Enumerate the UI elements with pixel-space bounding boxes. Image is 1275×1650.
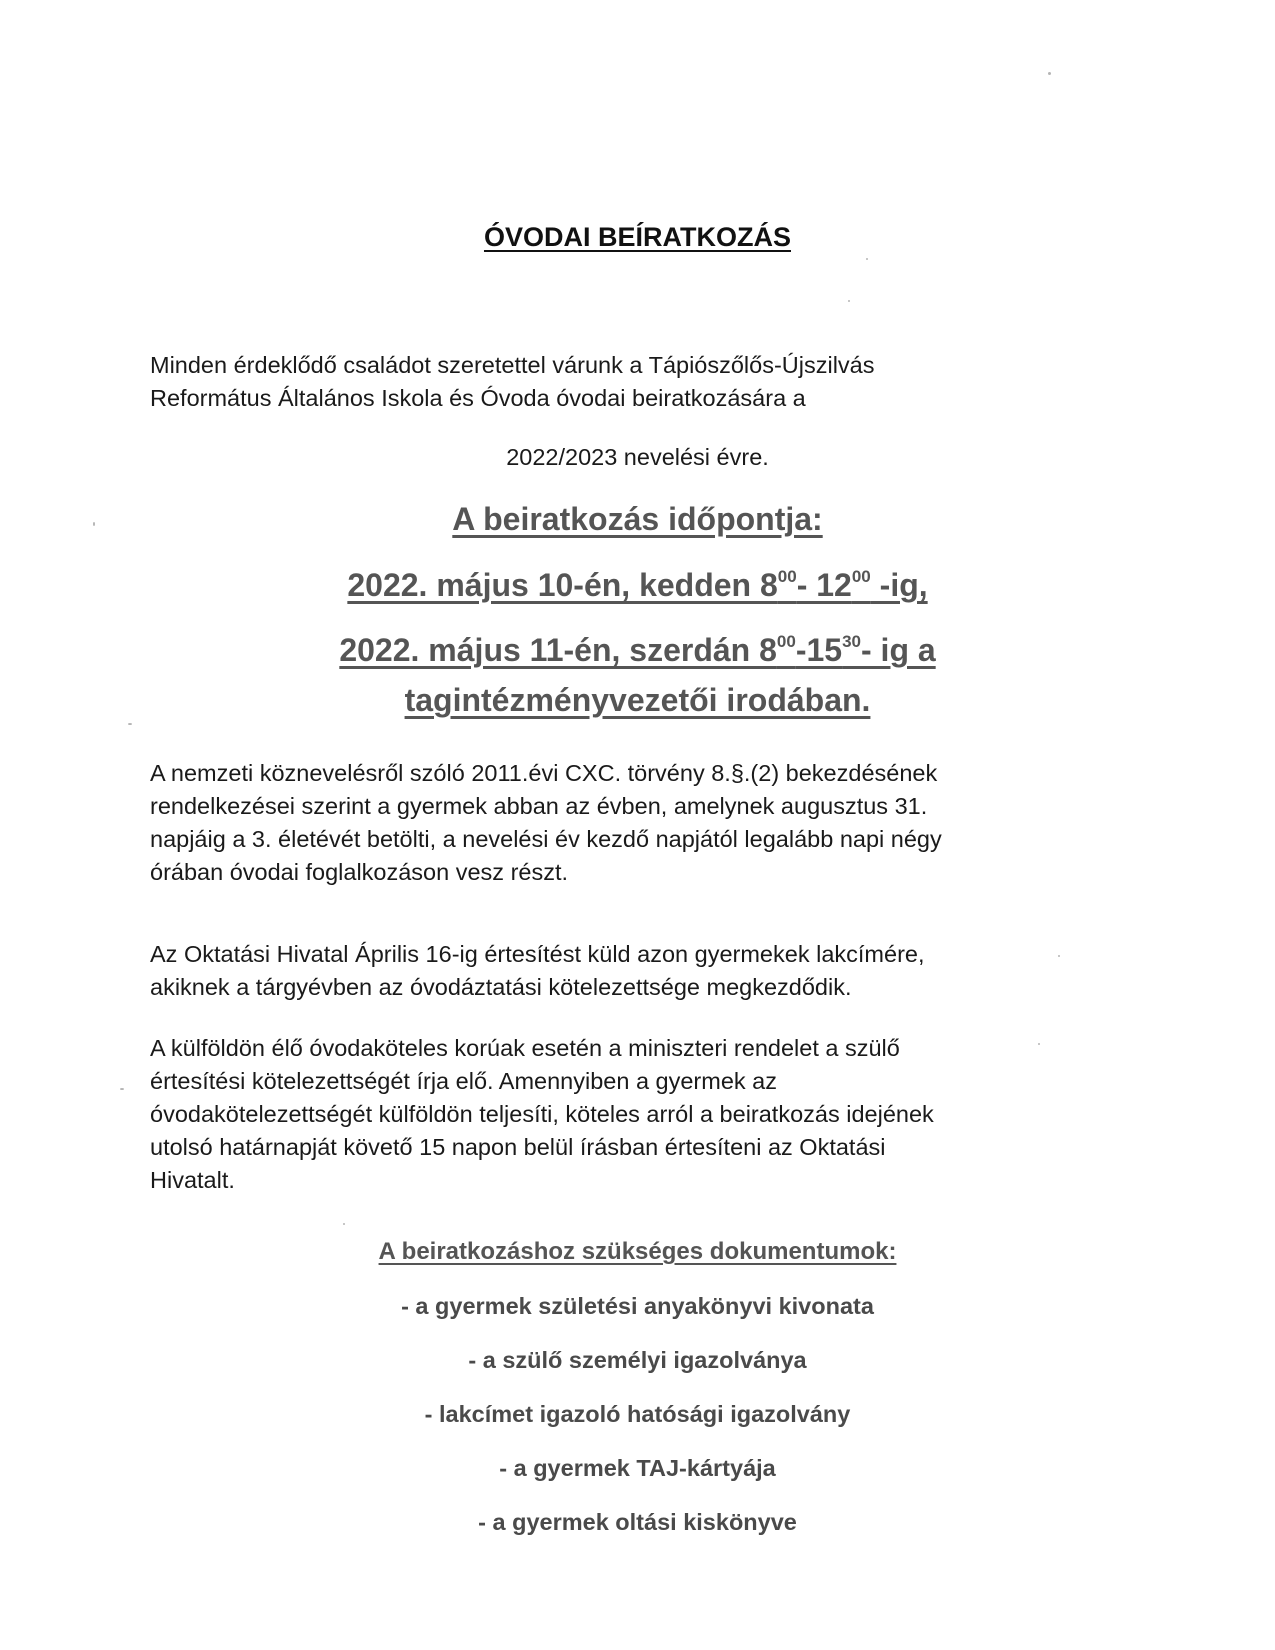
document-title: ÓVODAI BEÍRATKOZÁS bbox=[483, 222, 791, 252]
schedule-location: tagintézményvezetői irodában. bbox=[404, 682, 871, 718]
date-text: 2022. május 10-én, kedden 8 bbox=[347, 567, 778, 603]
paragraph-line: napjáig a 3. életévét betölti, a nevelési év kezdő napjától legalább napi négy bbox=[150, 826, 942, 852]
abroad-paragraph bbox=[150, 1032, 1150, 1197]
schedule-date-2 bbox=[0, 632, 1275, 669]
scan-speck bbox=[866, 258, 868, 260]
time-superscript: 00 bbox=[776, 632, 796, 651]
date-text: 2022. május 11-én, szerdán 8 bbox=[339, 632, 777, 668]
date-text: - 12 bbox=[796, 567, 852, 603]
time-superscript: 00 bbox=[777, 567, 797, 586]
intro-line: Minden érdeklődő családot szeretettel várunk a Tápiószőlős-Újszilvás bbox=[150, 352, 875, 378]
paragraph-line: rendelkezései szerint a gyermek abban az évben, amelynek augusztus 31. bbox=[150, 793, 928, 819]
time-superscript: 00 bbox=[851, 567, 871, 586]
scan-speck bbox=[120, 1088, 124, 1090]
law-paragraph bbox=[150, 757, 1150, 889]
document-item: - a szülő személyi igazolványa bbox=[468, 1347, 807, 1373]
paragraph-line: A külföldön élő óvodaköteles korúak esetén a miniszteri rendelet a szülő bbox=[150, 1035, 900, 1061]
paragraph-line: Az Oktatási Hivatal Április 16-ig értesítést küld azon gyermekek lakcímére, bbox=[150, 941, 925, 967]
paragraph-line: akiknek a tárgyévben az óvodáztatási kötelezettsége megkezdődik. bbox=[150, 974, 852, 1000]
paragraph-line: A nemzeti köznevelésről szóló 2011.évi CXC. törvény 8.§.(2) bekezdésének bbox=[150, 760, 938, 786]
paragraph-line: órában óvodai foglalkozáson vesz részt. bbox=[150, 859, 569, 885]
paragraph-line: értesítési kötelezettségét írja elő. Amennyiben a gyermek az bbox=[150, 1068, 777, 1094]
schedule-heading: A beiratkozás időpontja: bbox=[452, 501, 823, 537]
school-year-line: 2022/2023 nevelési évre. bbox=[506, 444, 769, 470]
intro-paragraph bbox=[150, 349, 1150, 415]
documents-heading: A beiratkozáshoz szükséges dokumentumok: bbox=[378, 1238, 897, 1265]
date-text: -ig, bbox=[870, 567, 928, 603]
document-item: - a gyermek TAJ-kártyája bbox=[499, 1455, 776, 1481]
document-item: - a gyermek születési anyakönyvi kivonata bbox=[401, 1293, 874, 1319]
schedule-date-1 bbox=[0, 567, 1275, 604]
office-paragraph bbox=[150, 938, 1150, 1004]
scan-speck bbox=[128, 723, 132, 725]
intro-line: Református Általános Iskola és Óvoda óvodai beiratkozására a bbox=[150, 385, 806, 411]
date-text: -15 bbox=[795, 632, 843, 668]
date-text: - ig a bbox=[861, 632, 936, 668]
paragraph-line: utolsó határnapját követő 15 napon belül írásban értesíteni az Oktatási bbox=[150, 1134, 886, 1160]
scan-speck bbox=[1048, 72, 1051, 75]
document-item: - lakcímet igazoló hatósági igazolvány bbox=[424, 1401, 851, 1427]
paragraph-line: óvodakötelezettségét külföldön teljesíti, köteles arról a beiratkozás idejének bbox=[150, 1101, 934, 1127]
time-superscript: 30 bbox=[842, 632, 861, 651]
scan-speck bbox=[848, 300, 850, 302]
document-item: - a gyermek oltási kiskönyve bbox=[478, 1509, 797, 1535]
scan-speck bbox=[343, 1223, 345, 1225]
paragraph-line: Hivatalt. bbox=[150, 1167, 235, 1193]
